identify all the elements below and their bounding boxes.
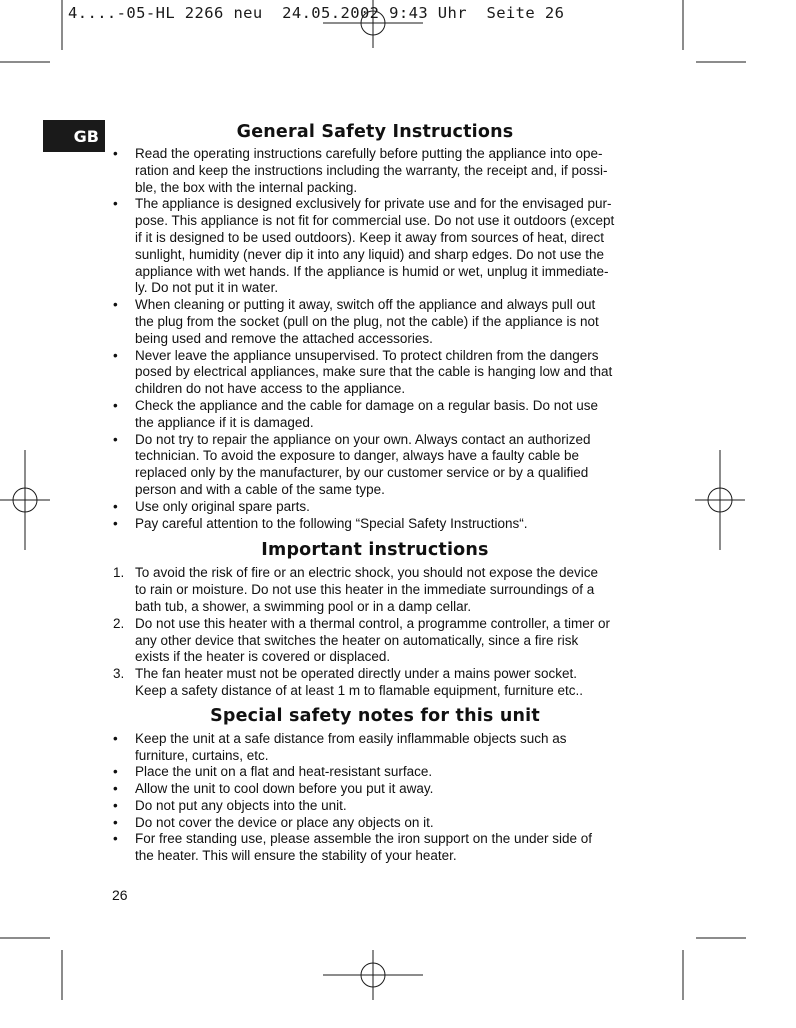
list-item: 3. The fan heater must not be operated directly under a mains power socket. Keep a safety distance of at least 1 m to flamable equipment, furniture etc..	[113, 666, 583, 698]
list-item: • Use only original spare parts.	[113, 498, 310, 514]
list-item: • Never leave the appliance unsupervised. To protect children from the dangers posed by electrical appliances, make sure that the cable is hanging low and that children do not have access to the appliance.	[113, 347, 613, 397]
list-item: • The appliance is designed exclusively for private use and for the envisaged pur- pose. This appliance is not fit for commercial use. Do not use it outdoors (except if it is designed to be used outdoors). Keep it away from sources of heat, direct sunlight, humidity (never dip it into any liquid) and sharp edges. Do not use the appliance with wet hands. If the appliance is humid or wet, unplug it immediate- ly. Do not put it in water.	[113, 196, 615, 296]
safety-content	[110, 120, 640, 865]
list-item: • When cleaning or putting it away, switch off the appliance and always pull out the plug from the socket (pull on the plug, not the cable) if the appliance is not being used and remove the attached accessories.	[113, 297, 599, 346]
bullet-icon: •	[113, 146, 118, 161]
bullet-icon: •	[113, 831, 118, 847]
section-title-special: Special safety notes for this unit	[210, 705, 540, 726]
language-tab: GB	[43, 120, 105, 152]
list-item: • Read the operating instructions carefully before putting the appliance into ope- ration and keep the instructions including the warranty, the receipt and, if possi- ble, the box with the internal packing.	[113, 146, 608, 195]
bullet-icon: •	[113, 797, 118, 813]
list-item: • Pay careful attention to the following “Special Safety Instructions“.	[113, 515, 528, 531]
list-number: 2.	[113, 615, 125, 631]
registration-target-right	[695, 450, 745, 550]
list-item: • Allow the unit to cool down before you put it away.	[113, 781, 434, 797]
list-item: • For free standing use, please assemble the iron support on the under side of the heater. This will ensure the stability of your heater.	[113, 831, 593, 864]
bullet-icon: •	[113, 297, 118, 313]
bullet-icon: •	[113, 431, 118, 447]
bullet-icon: •	[113, 515, 118, 531]
list-item: • Do not cover the device or place any objects on it.	[113, 814, 434, 830]
registration-target-left	[0, 450, 50, 550]
bullet-icon: •	[113, 730, 118, 746]
list-item: 2. Do not use this heater with a thermal control, a programme controller, a timer or any other device that switches the heater on automatically, since a fire risk exists if the heater is covered or displaced.	[113, 615, 610, 665]
registration-target-bottom	[323, 950, 423, 1000]
bullet-icon: •	[113, 196, 118, 212]
list-item: • Place the unit on a flat and heat-resistant surface.	[113, 764, 433, 780]
registration-target-top	[323, 0, 423, 48]
list-number: 3.	[113, 666, 125, 682]
print-slug-line: 4....-05-HL 2266 neu 24.05.2002 9:43 Uhr Seite 26	[68, 4, 565, 22]
bullet-icon: •	[113, 814, 118, 830]
list-item: • Do not put any objects into the unit.	[113, 797, 347, 813]
list-number: 1.	[113, 565, 125, 581]
general-safety-list	[110, 146, 640, 532]
list-item: • Keep the unit at a safe distance from easily inflammable objects such as furniture, curtains, etc.	[113, 730, 567, 763]
special-safety-list	[110, 731, 640, 865]
section-title-general: General Safety Instructions	[236, 122, 514, 142]
list-item: • Check the appliance and the cable for damage on a regular basis. Do not use the appliance if it is damaged.	[113, 397, 599, 430]
page-number: 26	[112, 887, 128, 903]
list-item: • Do not try to repair the appliance on your own. Always contact an authorized technician. To avoid the exposure to danger, always have a faulty cable be replaced only by the manufacturer, by our customer service or by a qualified person and with a cable of the same type.	[113, 431, 591, 497]
bullet-icon: •	[113, 397, 118, 413]
section-title-important: Important instructions	[261, 540, 489, 561]
bullet-icon: •	[113, 347, 118, 363]
list-item: 1. To avoid the risk of fire or an electric shock, you should not expose the device to rain or moisture. Do not use this heater in the immediate surroundings of a bath tub, a shower, a swimming pool or in a damp cellar.	[113, 565, 599, 614]
bullet-icon: •	[113, 498, 118, 514]
bullet-icon: •	[113, 764, 118, 780]
bullet-icon: •	[113, 781, 118, 797]
important-instructions-list	[110, 565, 640, 699]
